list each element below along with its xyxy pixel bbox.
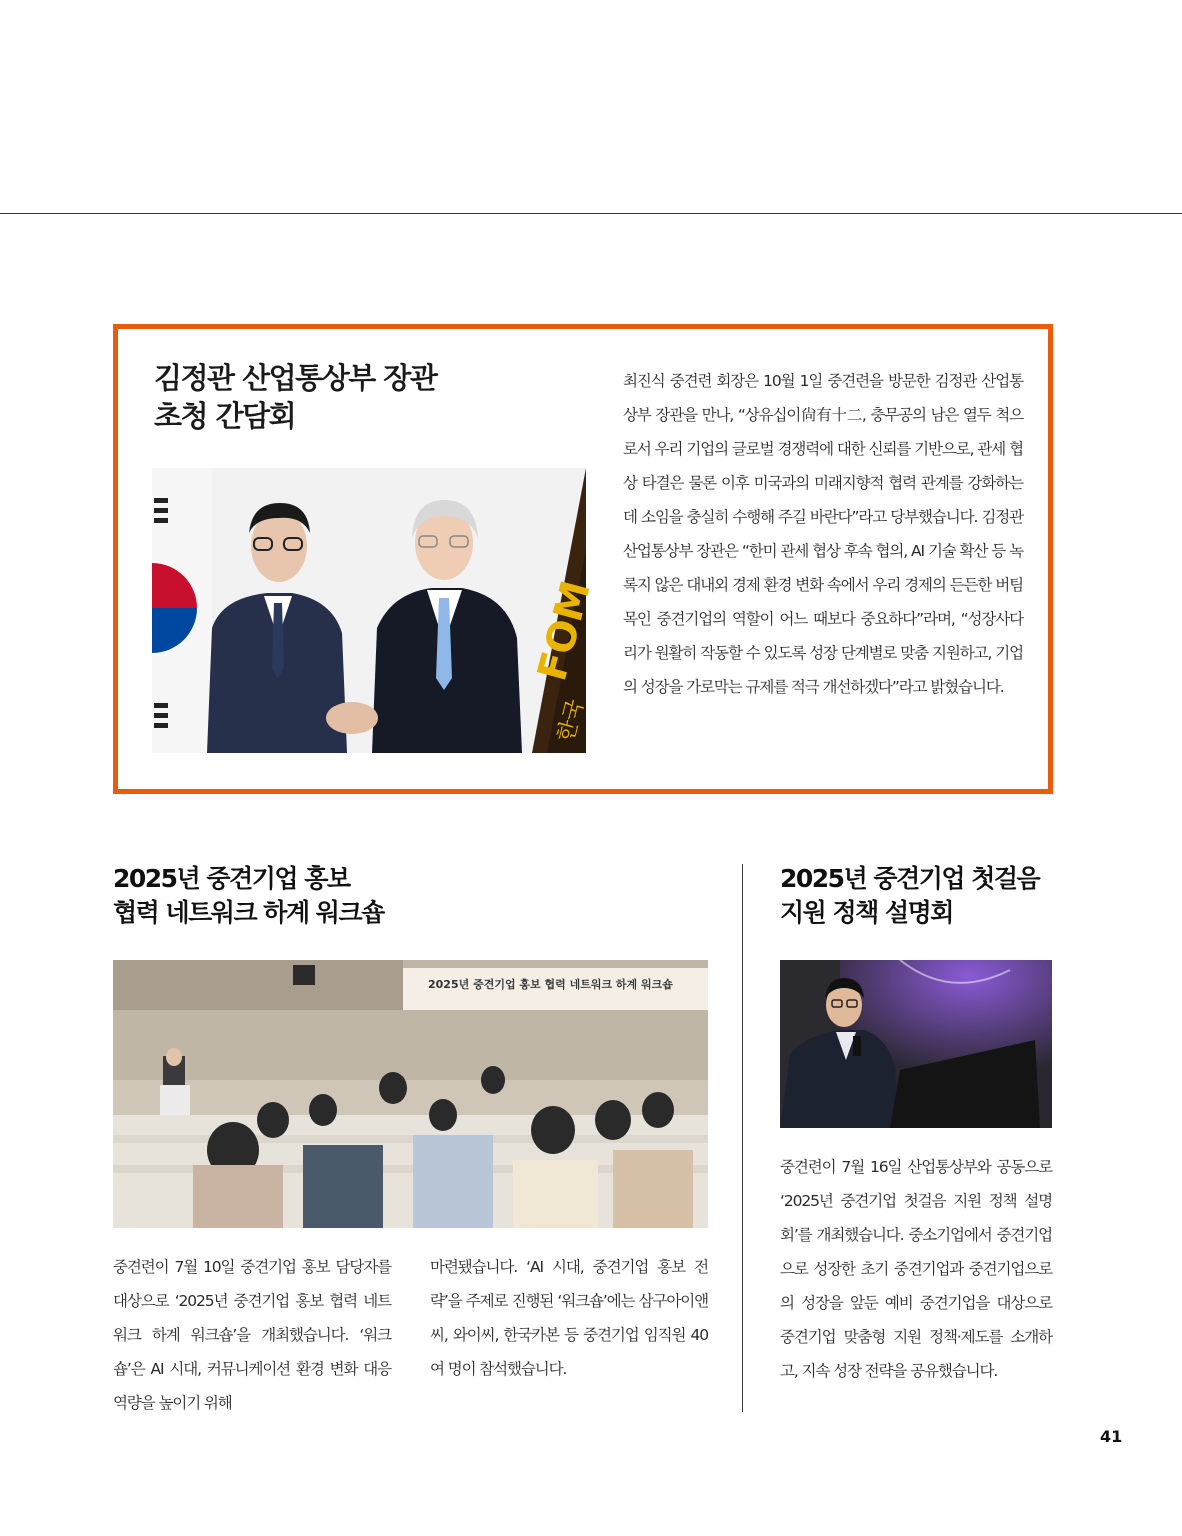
workshop-body-col2: 마련됐습니다. ‘AI 시대, 중견기업 홍보 전략’을 주제로 진행된 ‘워크숍’에는 삼구아이앤씨, 와이씨, 한국카본 등 중견기업 임직원 40여 명이 참석했습니다. (430, 1258, 708, 1378)
column-divider (742, 864, 743, 1412)
briefing-body: 중견련이 7월 16일 산업통상부와 공동으로 ‘2025년 중견기업 첫걸음 지원 정책 설명회’를 개최했습니다. 중소기업에서 중견기업으로 성장한 초기 중견기업과 중견기업으로의 성장을 앞둔 예비 중견기업을 대상으로 중견기업 맞춤형 지원 정책·제도를 소개하고, 지속 성장 전략을 공유했습니다. (780, 1158, 1052, 1380)
workshop-body-col1: 중견련이 7월 10일 중견기업 홍보 담당자를 대상으로 ‘2025년 중견기업 홍보 협력 네트워크 하계 워크숍’을 개최했습니다. ‘워크숍’은 AI 시대, 커뮤니케이션 환경 변화 대응 역량을 높이기 위해 (113, 1258, 391, 1412)
korean-flag-image (152, 468, 212, 753)
workshop-title: 2025년 중견기업 홍보 협력 네트워크 하계 워크숍 (113, 864, 384, 927)
svg-text:한국: 한국 (553, 697, 589, 745)
page-number: 41 (1100, 1427, 1123, 1446)
workshop-photo (113, 960, 708, 1228)
feature-body: 최진식 중견련 회장은 10월 1일 중견련을 방문한 김정관 산업통상부 장관을 만나, “상유십이尙有十二, 충무공의 남은 열두 척으로서 우리 기업의 글로벌 경쟁력에 대한 신뢰를 기반으로, 관세 협상 타결은 물론 이후 미국과의 미래지향적 협력 관계를 강화하는 데 소임을 충실히 수행해 주길 바란다”라고 당부했습니다. 김정관 산업통상부 장관은 “한미 관세 협상 후속 협의, AI 기술 확산 등 녹록지 않은 대내외 경제 환경 변화 속에서 우리 경제의 든든한 버팀목인 중견기업의 역할이 어느 때보다 중요하다”라며, “성장사다리가 원활히 작동할 수 있도록 성장 단계별로 맞춤 지원하고, 기업의 성장을 가로막는 규제를 적극 개선하겠다”라고 밝혔습니다. (623, 372, 1023, 696)
briefing-title: 2025년 중견기업 첫걸음 지원 정책 설명회 (780, 864, 1040, 927)
svg-text:FOM: FOM (529, 575, 600, 686)
speaker-photo (780, 960, 1052, 1128)
handshake-photo (152, 468, 600, 753)
workshop-banner-text: 2025년 중견기업 홍보 협력 네트워크 하계 워크숍 (428, 978, 673, 991)
feature-box (113, 324, 1053, 794)
feature-title: 김정관 산업통상부 장관 초청 간담회 (154, 361, 437, 433)
top-rule (0, 213, 1182, 214)
